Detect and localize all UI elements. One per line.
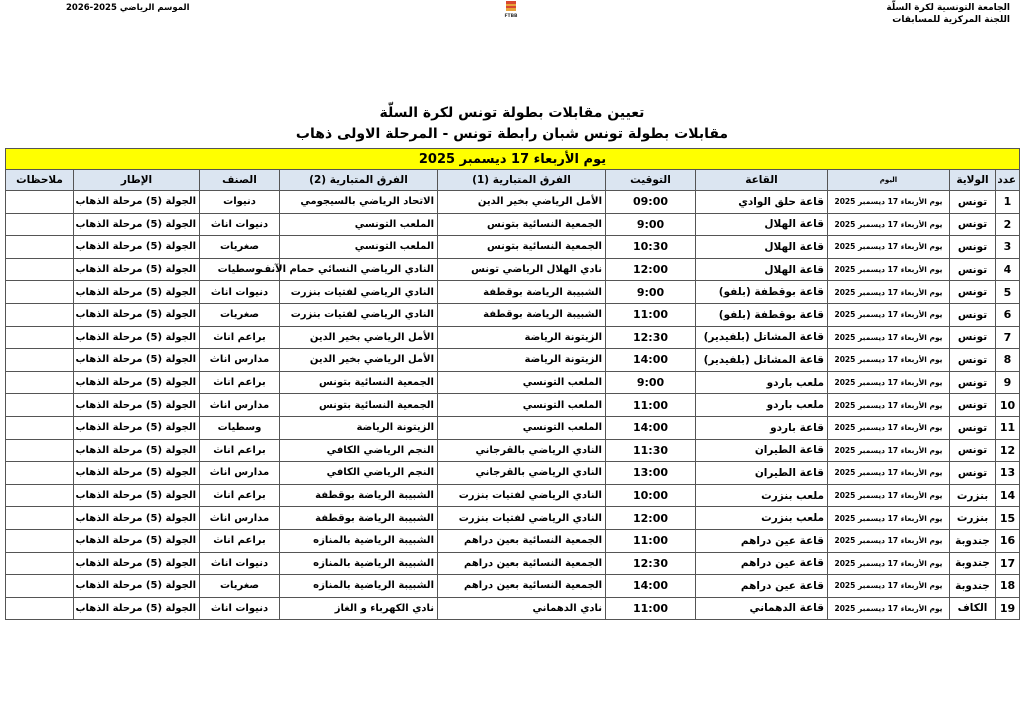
cell-notes (6, 258, 74, 281)
cell-team1: النادي الرياضي لفتيات بنزرت (438, 484, 606, 507)
cell-state: تونس (950, 371, 996, 394)
cell-venue: ملعب بنزرت (696, 507, 828, 530)
cell-time: 11:00 (606, 597, 696, 620)
cell-category: مدارس اناث (200, 394, 280, 417)
svg-text:FTBB: FTBB (504, 14, 518, 19)
cell-state: تونس (950, 213, 996, 236)
cell-notes (6, 529, 74, 552)
cell-state: تونس (950, 349, 996, 372)
cell-venue: قاعة بوقطفة (بلفو) (696, 303, 828, 326)
col-header-day: اليوم (828, 170, 950, 191)
cell-time: 12:30 (606, 552, 696, 575)
cell-day: يوم الأربعاء 17 ديسمبر 2025 (828, 529, 950, 552)
cell-team2: الشبيبة الرياضية بالمنازه (280, 552, 438, 575)
table-row (6, 575, 1020, 598)
cell-notes (6, 597, 74, 620)
cell-day: يوم الأربعاء 17 ديسمبر 2025 (828, 439, 950, 462)
table-row (6, 394, 1020, 417)
cell-team2: الشبيبة الرياضية بالمنازه (280, 529, 438, 552)
cell-day: يوم الأربعاء 17 ديسمبر 2025 (828, 303, 950, 326)
cell-num: 1 (996, 191, 1020, 214)
cell-state: بنزرت (950, 484, 996, 507)
cell-time: 11:30 (606, 439, 696, 462)
cell-frame: الجولة (5) مرحلة الذهاب (74, 371, 200, 394)
table-row (6, 416, 1020, 439)
cell-state: تونس (950, 416, 996, 439)
cell-team2: الأمل الرياضي بخير الدين (280, 349, 438, 372)
cell-day: يوم الأربعاء 17 ديسمبر 2025 (828, 191, 950, 214)
cell-num: 19 (996, 597, 1020, 620)
table-row (6, 326, 1020, 349)
cell-team1: الزيتونة الرياضة (438, 349, 606, 372)
day-banner: يوم الأربعاء 17 ديسمبر 2025 (6, 149, 1020, 170)
cell-team2: الاتحاد الرياضي بالسيجومي (280, 191, 438, 214)
cell-day: يوم الأربعاء 17 ديسمبر 2025 (828, 213, 950, 236)
cell-team2: الشبيبة الرياضة بوقطفة (280, 507, 438, 530)
cell-day: يوم الأربعاء 17 ديسمبر 2025 (828, 258, 950, 281)
table-row (6, 371, 1020, 394)
cell-team2: الملعب التونسي (280, 213, 438, 236)
cell-num: 4 (996, 258, 1020, 281)
table-row (6, 597, 1020, 620)
cell-day: يوم الأربعاء 17 ديسمبر 2025 (828, 462, 950, 485)
cell-frame: الجولة (5) مرحلة الذهاب (74, 326, 200, 349)
table-header-row (6, 170, 1020, 191)
cell-num: 16 (996, 529, 1020, 552)
cell-frame: الجولة (5) مرحلة الذهاب (74, 484, 200, 507)
cell-venue: ملعب باردو (696, 394, 828, 417)
cell-num: 5 (996, 281, 1020, 304)
col-header-notes: ملاحظات (6, 170, 74, 191)
table-row (6, 529, 1020, 552)
cell-notes (6, 371, 74, 394)
cell-venue: قاعة الهلال (696, 258, 828, 281)
cell-frame: الجولة (5) مرحلة الذهاب (74, 529, 200, 552)
cell-category: دنيوات اناث (200, 281, 280, 304)
cell-team2: الزيتونة الرياضة (280, 416, 438, 439)
page-title: تعيين مقابلات بطولة تونس لكرة السلّة (379, 105, 645, 121)
cell-time: 12:00 (606, 258, 696, 281)
cell-notes (6, 326, 74, 349)
cell-time: 12:00 (606, 507, 696, 530)
col-header-num: عدد (996, 170, 1020, 191)
col-header-venue: القاعة (696, 170, 828, 191)
cell-notes (6, 213, 74, 236)
cell-team1: الجمعية النسائية بعين دراهم (438, 529, 606, 552)
cell-notes (6, 394, 74, 417)
cell-team1: الملعب التونسي (438, 371, 606, 394)
cell-frame: الجولة (5) مرحلة الذهاب (74, 597, 200, 620)
cell-team1: الجمعية النسائية بتونس (438, 236, 606, 259)
cell-category: دنيوات اناث (200, 552, 280, 575)
page-subtitle: مقابلات بطولة تونس شبان رابطة تونس - المرحلة الاولى ذهاب (295, 126, 729, 142)
cell-day: يوم الأربعاء 17 ديسمبر 2025 (828, 281, 950, 304)
cell-num: 11 (996, 416, 1020, 439)
cell-venue: قاعة المشاتل (بلفيدير) (696, 326, 828, 349)
table-row (6, 281, 1020, 304)
cell-time: 11:00 (606, 303, 696, 326)
cell-notes (6, 191, 74, 214)
cell-frame: الجولة (5) مرحلة الذهاب (74, 394, 200, 417)
ftbb-logo-icon (504, 1, 518, 19)
cell-venue: ملعب باردو (696, 371, 828, 394)
col-header-time: التوقيت (606, 170, 696, 191)
cell-category: براعم اناث (200, 439, 280, 462)
cell-team1: الجمعية النسائية بتونس (438, 213, 606, 236)
cell-state: تونس (950, 394, 996, 417)
cell-time: 09:00 (606, 191, 696, 214)
cell-venue: قاعة عين دراهم (696, 552, 828, 575)
cell-day: يوم الأربعاء 17 ديسمبر 2025 (828, 575, 950, 598)
cell-day: يوم الأربعاء 17 ديسمبر 2025 (828, 349, 950, 372)
cell-time: 13:00 (606, 462, 696, 485)
cell-state: تونس (950, 191, 996, 214)
table-row (6, 349, 1020, 372)
table-row (6, 552, 1020, 575)
cell-frame: الجولة (5) مرحلة الذهاب (74, 349, 200, 372)
cell-venue: قاعة عين دراهم (696, 575, 828, 598)
cell-day: يوم الأربعاء 17 ديسمبر 2025 (828, 326, 950, 349)
cell-category: وسطيات (200, 258, 280, 281)
cell-venue: ملعب بنزرت (696, 484, 828, 507)
committee-name: اللجنة المركزية للمسابقات (892, 15, 1010, 25)
cell-notes (6, 236, 74, 259)
cell-time: 12:30 (606, 326, 696, 349)
cell-state: جندوبة (950, 529, 996, 552)
cell-frame: الجولة (5) مرحلة الذهاب (74, 258, 200, 281)
cell-team1: النادي الرياضي بالقرجاني (438, 439, 606, 462)
day-banner-row (6, 149, 1020, 170)
cell-time: 9:00 (606, 371, 696, 394)
cell-venue: قاعة حلق الوادي (696, 191, 828, 214)
cell-time: 10:30 (606, 236, 696, 259)
cell-notes (6, 439, 74, 462)
cell-num: 10 (996, 394, 1020, 417)
cell-time: 14:00 (606, 349, 696, 372)
cell-state: تونس (950, 439, 996, 462)
cell-frame: الجولة (5) مرحلة الذهاب (74, 575, 200, 598)
season-label: الموسم الرياضي 2025-2026 (66, 3, 190, 13)
matches-table (5, 148, 1020, 620)
cell-venue: قاعة المشاتل (بلفيدير) (696, 349, 828, 372)
col-header-state: الولاية (950, 170, 996, 191)
cell-num: 3 (996, 236, 1020, 259)
cell-time: 14:00 (606, 416, 696, 439)
table-row (6, 258, 1020, 281)
cell-num: 17 (996, 552, 1020, 575)
cell-team1: النادي الرياضي بالقرجاني (438, 462, 606, 485)
cell-num: 2 (996, 213, 1020, 236)
federation-header (886, 2, 1010, 26)
cell-team2: النجم الرياضي الكافي (280, 462, 438, 485)
cell-venue: قاعة باردو (696, 416, 828, 439)
col-header-team2: الفرق المتبارية (2) (280, 170, 438, 191)
cell-notes (6, 349, 74, 372)
cell-team2: الجمعية النسائية بتونس (280, 371, 438, 394)
cell-team2: النجم الرياضي الكافي (280, 439, 438, 462)
cell-state: تونس (950, 281, 996, 304)
cell-day: يوم الأربعاء 17 ديسمبر 2025 (828, 484, 950, 507)
cell-frame: الجولة (5) مرحلة الذهاب (74, 303, 200, 326)
cell-team2: النادي الرياضي النسائي حمام الآنف (280, 258, 438, 281)
cell-state: الكاف (950, 597, 996, 620)
table-row (6, 507, 1020, 530)
cell-team1: الملعب التونسي (438, 394, 606, 417)
cell-category: براعم اناث (200, 326, 280, 349)
cell-state: جندوبة (950, 552, 996, 575)
cell-day: يوم الأربعاء 17 ديسمبر 2025 (828, 416, 950, 439)
cell-notes (6, 281, 74, 304)
table-row (6, 303, 1020, 326)
cell-num: 18 (996, 575, 1020, 598)
cell-team2: الشبيبة الرياضية بالمنازه (280, 575, 438, 598)
cell-time: 14:00 (606, 575, 696, 598)
cell-team2: النادي الرياضي لفتيات بنزرت (280, 303, 438, 326)
cell-notes (6, 303, 74, 326)
cell-category: مدارس اناث (200, 462, 280, 485)
matches-table-body (6, 191, 1020, 620)
cell-category: دنيوات (200, 191, 280, 214)
table-row (6, 213, 1020, 236)
cell-frame: الجولة (5) مرحلة الذهاب (74, 462, 200, 485)
cell-venue: قاعة الطيران (696, 439, 828, 462)
cell-team2: النادي الرياضي لفتيات بنزرت (280, 281, 438, 304)
cell-day: يوم الأربعاء 17 ديسمبر 2025 (828, 394, 950, 417)
cell-num: 9 (996, 371, 1020, 394)
cell-num: 12 (996, 439, 1020, 462)
cell-team2: نادي الكهرباء و الغاز (280, 597, 438, 620)
cell-team1: نادي الهلال الرياضي تونس (438, 258, 606, 281)
cell-num: 15 (996, 507, 1020, 530)
cell-num: 8 (996, 349, 1020, 372)
cell-time: 10:00 (606, 484, 696, 507)
cell-team2: الأمل الرياضي بخير الدين (280, 326, 438, 349)
cell-category: مدارس اناث (200, 507, 280, 530)
cell-notes (6, 416, 74, 439)
cell-day: يوم الأربعاء 17 ديسمبر 2025 (828, 597, 950, 620)
col-header-category: الصنف (200, 170, 280, 191)
cell-num: 13 (996, 462, 1020, 485)
cell-team1: الزيتونة الرياضة (438, 326, 606, 349)
cell-state: تونس (950, 326, 996, 349)
cell-frame: الجولة (5) مرحلة الذهاب (74, 552, 200, 575)
cell-venue: قاعة الدهماني (696, 597, 828, 620)
cell-team1: النادي الرياضي لفتيات بنزرت (438, 507, 606, 530)
cell-notes (6, 575, 74, 598)
cell-venue: قاعة بوقطفة (بلفو) (696, 281, 828, 304)
cell-state: تونس (950, 258, 996, 281)
cell-notes (6, 462, 74, 485)
cell-venue: قاعة الهلال (696, 236, 828, 259)
cell-category: دنيوات اناث (200, 213, 280, 236)
cell-notes (6, 507, 74, 530)
cell-frame: الجولة (5) مرحلة الذهاب (74, 507, 200, 530)
cell-time: 9:00 (606, 213, 696, 236)
cell-team1: نادي الدهماني (438, 597, 606, 620)
cell-state: جندوبة (950, 575, 996, 598)
cell-team2: الملعب التونسي (280, 236, 438, 259)
cell-team2: الشبيبة الرياضة بوقطفة (280, 484, 438, 507)
cell-state: تونس (950, 303, 996, 326)
cell-team1: الأمل الرياضي بخير الدين (438, 191, 606, 214)
cell-category: براعم اناث (200, 529, 280, 552)
cell-category: صغريات (200, 236, 280, 259)
cell-day: يوم الأربعاء 17 ديسمبر 2025 (828, 552, 950, 575)
cell-team1: الجمعية النسائية بعين دراهم (438, 552, 606, 575)
table-row (6, 439, 1020, 462)
cell-state: تونس (950, 462, 996, 485)
cell-frame: الجولة (5) مرحلة الذهاب (74, 191, 200, 214)
cell-category: مدارس اناث (200, 349, 280, 372)
cell-day: يوم الأربعاء 17 ديسمبر 2025 (828, 371, 950, 394)
federation-name: الجامعة التونسية لكرة السلّة (886, 3, 1010, 13)
cell-num: 14 (996, 484, 1020, 507)
cell-category: وسطيات (200, 416, 280, 439)
cell-frame: الجولة (5) مرحلة الذهاب (74, 439, 200, 462)
cell-team1: الشبيبة الرياضة بوقطفة (438, 281, 606, 304)
table-row (6, 236, 1020, 259)
cell-team1: الملعب التونسي (438, 416, 606, 439)
table-row (6, 191, 1020, 214)
cell-category: صغريات (200, 575, 280, 598)
cell-time: 9:00 (606, 281, 696, 304)
cell-notes (6, 484, 74, 507)
cell-num: 7 (996, 326, 1020, 349)
cell-time: 11:00 (606, 529, 696, 552)
col-header-frame: الإطار (74, 170, 200, 191)
cell-day: يوم الأربعاء 17 ديسمبر 2025 (828, 507, 950, 530)
cell-venue: قاعة الهلال (696, 213, 828, 236)
cell-notes (6, 552, 74, 575)
cell-frame: الجولة (5) مرحلة الذهاب (74, 236, 200, 259)
cell-time: 11:00 (606, 394, 696, 417)
cell-team1: الجمعية النسائية بعين دراهم (438, 575, 606, 598)
cell-day: يوم الأربعاء 17 ديسمبر 2025 (828, 236, 950, 259)
cell-team2: الجمعية النسائية بتونس (280, 394, 438, 417)
cell-venue: قاعة عين دراهم (696, 529, 828, 552)
cell-frame: الجولة (5) مرحلة الذهاب (74, 213, 200, 236)
cell-category: براعم اناث (200, 371, 280, 394)
cell-frame: الجولة (5) مرحلة الذهاب (74, 416, 200, 439)
cell-num: 6 (996, 303, 1020, 326)
col-header-team1: الفرق المتبارية (1) (438, 170, 606, 191)
cell-category: صغريات (200, 303, 280, 326)
cell-category: دنيوات اناث (200, 597, 280, 620)
table-row (6, 484, 1020, 507)
cell-team1: الشبيبة الرياضة بوقطفة (438, 303, 606, 326)
cell-category: براعم اناث (200, 484, 280, 507)
cell-state: بنزرت (950, 507, 996, 530)
cell-state: تونس (950, 236, 996, 259)
cell-venue: قاعة الطيران (696, 462, 828, 485)
cell-frame: الجولة (5) مرحلة الذهاب (74, 281, 200, 304)
table-row (6, 462, 1020, 485)
